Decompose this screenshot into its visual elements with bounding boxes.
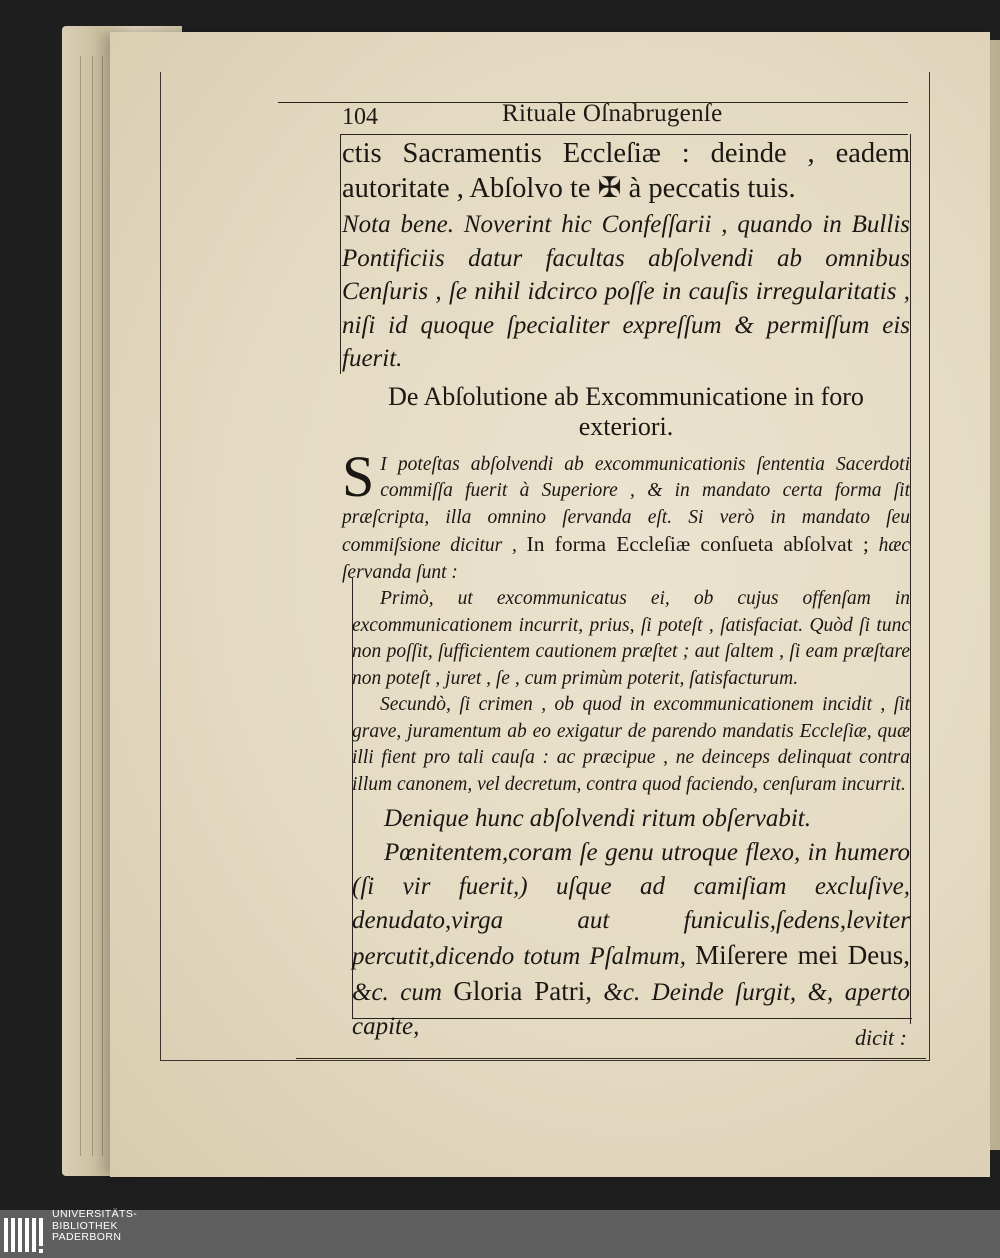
- header-rule-inner: [340, 134, 908, 135]
- text-column: [342, 136, 910, 1044]
- inner-frame-right: [910, 134, 911, 1024]
- poenitentem-etc: &c. cum: [352, 979, 442, 1006]
- paragraph-si-potestas-end: hæc ſervanda ſunt :: [342, 535, 910, 583]
- library-name: [52, 1209, 137, 1244]
- library-logo-icon: [2, 1212, 46, 1256]
- section-heading: De Abſolutione ab Excommunicatione in foro exteriori.: [388, 381, 864, 441]
- drop-cap: S: [342, 443, 375, 509]
- gloria-italic: &c. Deinde ſurgit, &, aperto capite,: [352, 979, 910, 1040]
- paragraph-si-potestas-roman: In forma Eccleſiæ conſueta abſolvat ;: [526, 532, 869, 556]
- poenitentem-paragraph: [352, 836, 910, 1044]
- library-name-line1: UNIVERSITÄTS-: [52, 1208, 138, 1220]
- nota-bene-paragraph: Nota bene. Noverint hic Confeſſarii , quando in Bullis Pontificiis datur facultas abſolvendi ab omnibus Cenſuris , ſe nihil idcirco poſſe in cauſis irregularitatis , niſi id quoque ſpecialiter expreſſum & permiſſum eis fuerit.: [342, 211, 910, 372]
- numbered-instructions: [352, 586, 910, 1044]
- running-title: Rituale Oſnabrugenſe: [502, 100, 723, 127]
- inner-frame-left-upper: [340, 134, 341, 374]
- library-name-line2: BIBLIOTHEK: [52, 1219, 118, 1232]
- catchword: dicit :: [855, 1025, 907, 1050]
- library-footer-bar: [0, 1210, 1000, 1258]
- secundo-paragraph: Secundò, ſi crimen , ob quod in excommunicationem incidit , ſit grave, juramentum ab eo exigatur de parendo mandatis Eccleſiæ, quæ illi fient pro tali cauſa : ac præcipue , ne deinceps delinquat contra illum canonem, vel decretum, contra quod faciendo, cenſuram incurrit.: [352, 694, 910, 795]
- paragraph-si-potestas-italic: I poteſtas abſolvendi ab excommunicationis ſententia Sacerdoti commiſſa fuerit à Superiore , & in mandato certa forma ſit præſcripta, illa omnino ſervanda eſt. Si verò in mandato ſeu commiſsione dicitur ,: [342, 453, 910, 556]
- denique-line: Denique hunc abſolvendi ritum obſervabit.: [384, 805, 812, 832]
- poenitentem-italic: Pœnitentem,coram ſe genu utroque flexo, in humero (ſi vir fuerit,) uſque ad camiſiam excluſive, denudato,virga aut funiculis,ſedens,leviter percutit,dicendo totum Pſalmum,: [352, 839, 910, 970]
- opening-text: ctis Sacramentis Eccleſiæ : deinde , eadem autoritate , Abſolvo te ✠ à peccatis tuis.: [342, 138, 910, 204]
- footer-rule: [296, 1058, 926, 1059]
- gloria-patri-text: Gloria Patri,: [453, 976, 592, 1006]
- primo-paragraph: Primò, ut excommunicatus ei, ob cujus offenſam in excommunicationem incurrit, prius, ſi poteſt , ſatisfaciat. Quòd ſi tunc non poſſit, ſufficientem cautionem præſtet ; aut ſaltem , ſi eam præſtare non poteſt , juret , ſe , cum primùm poterit, ſatisfacturum.: [352, 588, 910, 689]
- miserere-text: Miſerere mei Deus,: [695, 940, 911, 970]
- paragraph-si-potestas: [342, 443, 910, 587]
- page-number: 104: [342, 104, 378, 130]
- library-name-line3: PADERBORN: [52, 1231, 122, 1243]
